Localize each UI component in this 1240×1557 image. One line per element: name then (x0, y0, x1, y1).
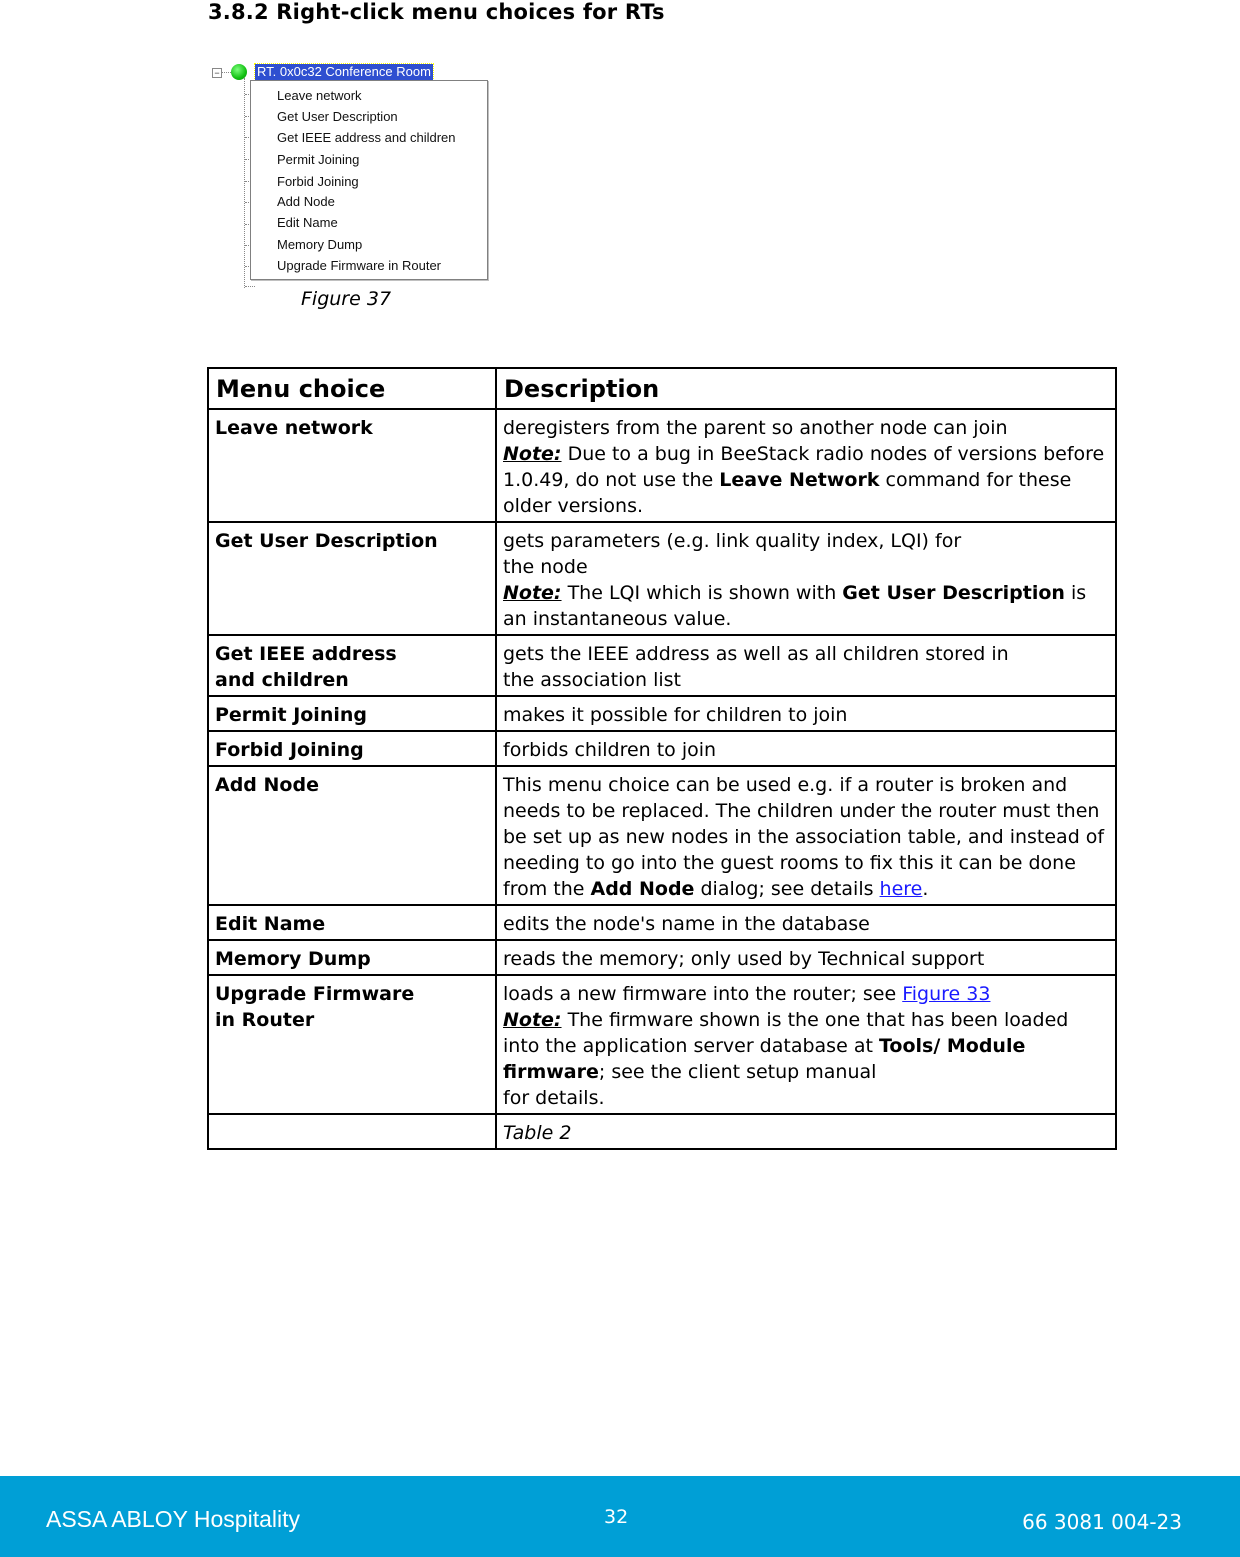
menu-item-forbid-joining: Forbid Joining (277, 174, 359, 189)
description-cell: forbids children to join (496, 731, 1116, 766)
empty-cell (208, 1114, 496, 1149)
table-row (208, 696, 1116, 731)
column-header-description: Description (496, 368, 1116, 409)
description-cell: deregisters from the parent so another node can join Note: Due to a bug in BeeStack radio nodes of versions before 1.0.49, do not use the Leave Network command for these older versions. (496, 409, 1116, 522)
column-header-menu-choice: Menu choice (208, 368, 496, 409)
description-cell: gets parameters (e.g. link quality index, LQI) for the node Note: The LQI which is shown with Get User Description is an instantaneous value. (496, 522, 1116, 635)
menu-choice-cell: Permit Joining (208, 696, 496, 731)
menu-choices-table (207, 367, 1117, 1150)
table-row (208, 522, 1116, 635)
menu-item-edit-name: Edit Name (277, 215, 338, 230)
tree-node-label: RT. 0x0c32 Conference Room (257, 64, 431, 79)
menu-choice-cell: Leave network (208, 409, 496, 522)
menu-item-add-node: Add Node (277, 194, 335, 209)
context-menu (250, 80, 488, 280)
status-online-icon (231, 64, 247, 80)
table-row (208, 409, 1116, 522)
menu-choice-cell: Add Node (208, 766, 496, 905)
collapse-icon: − (212, 68, 222, 78)
page-footer (0, 1476, 1240, 1557)
menu-item-memory-dump: Memory Dump (277, 237, 363, 252)
page-number: 32 (604, 1506, 629, 1528)
description-cell: This menu choice can be used e.g. if a router is broken and needs to be replaced. The children under the router must then be set up as new nodes in the association table, and instead of needing to go into the guest rooms to fix this it can be done from the Add Node dialog; see details here. (496, 766, 1116, 905)
table-row (208, 766, 1116, 905)
table-row (208, 975, 1116, 1114)
description-cell: loads a new firmware into the router; see Figure 33 Note: The firmware shown is the one that has been loaded into the application server database at Tools/ Module firmware; see the client setup manual for details. (496, 975, 1116, 1114)
table-row (208, 635, 1116, 696)
description-cell: reads the memory; only used by Technical support (496, 940, 1116, 975)
figure-33-link[interactable]: Figure 33 (902, 983, 991, 1005)
table-caption-row (208, 1114, 1116, 1149)
menu-item-permit-joining: Permit Joining (277, 152, 360, 167)
menu-item-get-ieee-address: Get IEEE address and children (277, 130, 456, 145)
menu-choice-cell: Upgrade Firmware in Router (208, 975, 496, 1114)
context-menu-screenshot (210, 60, 490, 288)
menu-item-get-user-description: Get User Description (277, 109, 398, 124)
description-cell: edits the node's name in the database (496, 905, 1116, 940)
description-cell: makes it possible for children to join (496, 696, 1116, 731)
menu-choice-cell: Edit Name (208, 905, 496, 940)
table-row (208, 940, 1116, 975)
document-number: 66 3081 004-23 (1022, 1510, 1182, 1534)
section-heading: 3.8.2 Right-click menu choices for RTs (208, 0, 665, 24)
figure-caption: Figure 37 (301, 288, 392, 310)
menu-item-upgrade-firmware: Upgrade Firmware in Router (277, 258, 442, 273)
footer-brand: ASSA ABLOY Hospitality (46, 1506, 300, 1532)
menu-item-leave-network: Leave network (277, 88, 362, 103)
menu-choice-cell: Get IEEE address and children (208, 635, 496, 696)
table-row (208, 731, 1116, 766)
tree-connector (244, 78, 245, 288)
menu-choice-cell: Get User Description (208, 522, 496, 635)
here-link[interactable]: here (879, 878, 923, 900)
menu-choice-cell: Forbid Joining (208, 731, 496, 766)
table-caption: Table 2 (496, 1114, 1116, 1149)
table-header-row (208, 368, 1116, 409)
description-cell: gets the IEEE address as well as all children stored in the association list (496, 635, 1116, 696)
table-row (208, 905, 1116, 940)
menu-choice-cell: Memory Dump (208, 940, 496, 975)
